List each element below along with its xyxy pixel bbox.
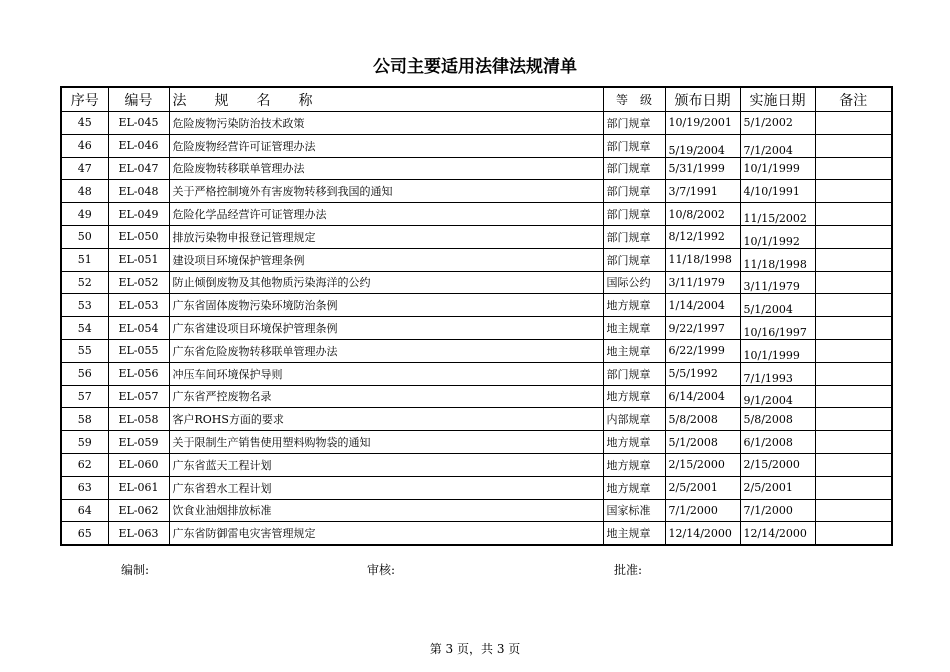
cell-effective-date: 10/1/1999: [740, 157, 815, 180]
table-row: [61, 499, 892, 522]
cell-remark: [815, 476, 892, 499]
cell-level: 地方规章: [603, 431, 665, 454]
cell-remark: [815, 317, 892, 340]
cell-publish-date: 6/22/1999: [665, 339, 740, 362]
approver-label: 批准:: [614, 563, 643, 577]
cell-level: 地方规章: [603, 476, 665, 499]
cell-level: 部门规章: [603, 203, 665, 226]
cell-publish-date: 2/15/2000: [665, 453, 740, 476]
header-effective-date: 实施日期: [740, 87, 815, 112]
cell-seq: 59: [61, 431, 108, 454]
cell-name: 客户ROHS方面的要求: [169, 408, 603, 431]
cell-level: 部门规章: [603, 225, 665, 248]
cell-level: 部门规章: [603, 112, 665, 135]
cell-publish-date: 12/14/2000: [665, 522, 740, 545]
cell-code: EL-061: [108, 476, 169, 499]
cell-effective-date: 6/1/2008: [740, 431, 815, 454]
regulations-table: [60, 86, 893, 546]
table-row: [61, 225, 892, 248]
page-number: 第 3 页，共 3 页: [429, 642, 521, 656]
table-row: [61, 203, 892, 226]
cell-name: 广东省碧水工程计划: [169, 476, 603, 499]
table-header-row: [61, 87, 892, 112]
cell-remark: [815, 339, 892, 362]
cell-level: 地方规章: [603, 294, 665, 317]
cell-remark: [815, 271, 892, 294]
cell-code: EL-045: [108, 112, 169, 135]
table-row: [61, 157, 892, 180]
cell-effective-date: 4/10/1991: [740, 180, 815, 203]
cell-code: EL-049: [108, 203, 169, 226]
cell-remark: [815, 408, 892, 431]
cell-effective-date: 3/11/1979: [740, 271, 815, 294]
cell-effective-date: 2/15/2000: [740, 453, 815, 476]
cell-name: 广东省固体废物污染环境防治条例: [169, 294, 603, 317]
cell-name: 冲压车间环境保护导则: [169, 362, 603, 385]
header-publish-date: 颁布日期: [665, 87, 740, 112]
cell-name: 危险化学品经营许可证管理办法: [169, 203, 603, 226]
cell-level: 部门规章: [603, 362, 665, 385]
cell-effective-date: 12/14/2000: [740, 522, 815, 545]
cell-publish-date: 5/5/1992: [665, 362, 740, 385]
table-row: [61, 180, 892, 203]
cell-effective-date: 5/8/2008: [740, 408, 815, 431]
cell-seq: 45: [61, 112, 108, 135]
cell-code: EL-063: [108, 522, 169, 545]
cell-publish-date: 5/19/2004: [665, 134, 740, 157]
cell-code: EL-053: [108, 294, 169, 317]
cell-code: EL-062: [108, 499, 169, 522]
reviewer-label: 审核:: [367, 563, 396, 577]
cell-level: 部门规章: [603, 157, 665, 180]
cell-publish-date: 11/18/1998: [665, 248, 740, 271]
cell-name: 建设项目环境保护管理条例: [169, 248, 603, 271]
cell-code: EL-052: [108, 271, 169, 294]
table-row: [61, 362, 892, 385]
cell-publish-date: 2/5/2001: [665, 476, 740, 499]
cell-effective-date: 7/1/2004: [740, 134, 815, 157]
cell-seq: 48: [61, 180, 108, 203]
header-remark: 备注: [815, 87, 892, 112]
cell-remark: [815, 203, 892, 226]
document-title: 公司主要适用法律法规清单: [373, 57, 577, 77]
cell-seq: 53: [61, 294, 108, 317]
table-row: [61, 431, 892, 454]
cell-code: EL-051: [108, 248, 169, 271]
cell-seq: 46: [61, 134, 108, 157]
cell-seq: 57: [61, 385, 108, 408]
cell-remark: [815, 362, 892, 385]
cell-seq: 52: [61, 271, 108, 294]
cell-code: EL-046: [108, 134, 169, 157]
cell-code: EL-059: [108, 431, 169, 454]
cell-publish-date: 3/11/1979: [665, 271, 740, 294]
cell-code: EL-058: [108, 408, 169, 431]
cell-code: EL-048: [108, 180, 169, 203]
cell-level: 部门规章: [603, 248, 665, 271]
cell-publish-date: 5/8/2008: [665, 408, 740, 431]
cell-publish-date: 7/1/2000: [665, 499, 740, 522]
cell-code: EL-057: [108, 385, 169, 408]
table-row: [61, 339, 892, 362]
cell-effective-date: 5/1/2004: [740, 294, 815, 317]
cell-name: 饮食业油烟排放标准: [169, 499, 603, 522]
cell-remark: [815, 294, 892, 317]
table-row: [61, 248, 892, 271]
cell-effective-date: 10/16/1997: [740, 317, 815, 340]
cell-name: 广东省危险废物转移联单管理办法: [169, 339, 603, 362]
cell-remark: [815, 180, 892, 203]
cell-remark: [815, 112, 892, 135]
cell-seq: 49: [61, 203, 108, 226]
cell-name: 广东省建设项目环境保护管理条例: [169, 317, 603, 340]
cell-seq: 50: [61, 225, 108, 248]
cell-seq: 62: [61, 453, 108, 476]
cell-level: 国家标准: [603, 499, 665, 522]
cell-remark: [815, 225, 892, 248]
table-row: [61, 294, 892, 317]
cell-publish-date: 10/8/2002: [665, 203, 740, 226]
cell-name: 危险废物转移联单管理办法: [169, 157, 603, 180]
table-row: [61, 522, 892, 545]
cell-remark: [815, 499, 892, 522]
cell-code: EL-054: [108, 317, 169, 340]
cell-name: 关于限制生产销售使用塑料购物袋的通知: [169, 431, 603, 454]
cell-effective-date: 11/15/2002: [740, 203, 815, 226]
cell-effective-date: 9/1/2004: [740, 385, 815, 408]
cell-level: 部门规章: [603, 180, 665, 203]
cell-effective-date: 5/1/2002: [740, 112, 815, 135]
cell-name: 广东省蓝天工程计划: [169, 453, 603, 476]
cell-remark: [815, 431, 892, 454]
cell-name: 排放污染物申报登记管理规定: [169, 225, 603, 248]
cell-publish-date: 5/31/1999: [665, 157, 740, 180]
cell-publish-date: 6/14/2004: [665, 385, 740, 408]
cell-publish-date: 3/7/1991: [665, 180, 740, 203]
cell-level: 国际公约: [603, 271, 665, 294]
cell-name: 关于严格控制境外有害废物转移到我国的通知: [169, 180, 603, 203]
cell-seq: 51: [61, 248, 108, 271]
cell-name: 危险废物经营许可证管理办法: [169, 134, 603, 157]
header-seq: 序号: [61, 87, 108, 112]
cell-name: 广东省防御雷电灾害管理规定: [169, 522, 603, 545]
cell-effective-date: 2/5/2001: [740, 476, 815, 499]
header-code: 编号: [108, 87, 169, 112]
cell-publish-date: 10/19/2001: [665, 112, 740, 135]
cell-effective-date: 7/1/1993: [740, 362, 815, 385]
cell-seq: 65: [61, 522, 108, 545]
cell-effective-date: 7/1/2000: [740, 499, 815, 522]
cell-level: 内部规章: [603, 408, 665, 431]
cell-level: 部门规章: [603, 134, 665, 157]
table-row: [61, 453, 892, 476]
cell-level: 地主规章: [603, 339, 665, 362]
cell-remark: [815, 134, 892, 157]
cell-remark: [815, 522, 892, 545]
cell-code: EL-056: [108, 362, 169, 385]
cell-code: EL-055: [108, 339, 169, 362]
cell-remark: [815, 248, 892, 271]
cell-seq: 64: [61, 499, 108, 522]
cell-code: EL-050: [108, 225, 169, 248]
cell-effective-date: 10/1/1992: [740, 225, 815, 248]
cell-publish-date: 8/12/1992: [665, 225, 740, 248]
table-row: [61, 271, 892, 294]
cell-seq: 58: [61, 408, 108, 431]
compiler-label: 编制:: [121, 563, 150, 577]
header-level: 等 级: [603, 87, 665, 112]
cell-effective-date: 10/1/1999: [740, 339, 815, 362]
cell-level: 地主规章: [603, 317, 665, 340]
cell-remark: [815, 157, 892, 180]
cell-seq: 55: [61, 339, 108, 362]
table-row: [61, 408, 892, 431]
cell-remark: [815, 385, 892, 408]
table-row: [61, 112, 892, 135]
cell-remark: [815, 453, 892, 476]
cell-publish-date: 1/14/2004: [665, 294, 740, 317]
cell-seq: 63: [61, 476, 108, 499]
cell-publish-date: 5/1/2008: [665, 431, 740, 454]
cell-level: 地方规章: [603, 385, 665, 408]
cell-code: EL-060: [108, 453, 169, 476]
cell-seq: 54: [61, 317, 108, 340]
cell-name: 危险废物污染防治技术政策: [169, 112, 603, 135]
cell-level: 地主规章: [603, 522, 665, 545]
cell-name: 防止倾倒废物及其他物质污染海洋的公约: [169, 271, 603, 294]
cell-name: 广东省严控废物名录: [169, 385, 603, 408]
cell-seq: 47: [61, 157, 108, 180]
table-row: [61, 134, 892, 157]
cell-code: EL-047: [108, 157, 169, 180]
cell-level: 地方规章: [603, 453, 665, 476]
table-row: [61, 476, 892, 499]
table-row: [61, 317, 892, 340]
table-row: [61, 385, 892, 408]
cell-effective-date: 11/18/1998: [740, 248, 815, 271]
cell-publish-date: 9/22/1997: [665, 317, 740, 340]
cell-seq: 56: [61, 362, 108, 385]
header-name: 法 规 名 称: [169, 87, 603, 112]
